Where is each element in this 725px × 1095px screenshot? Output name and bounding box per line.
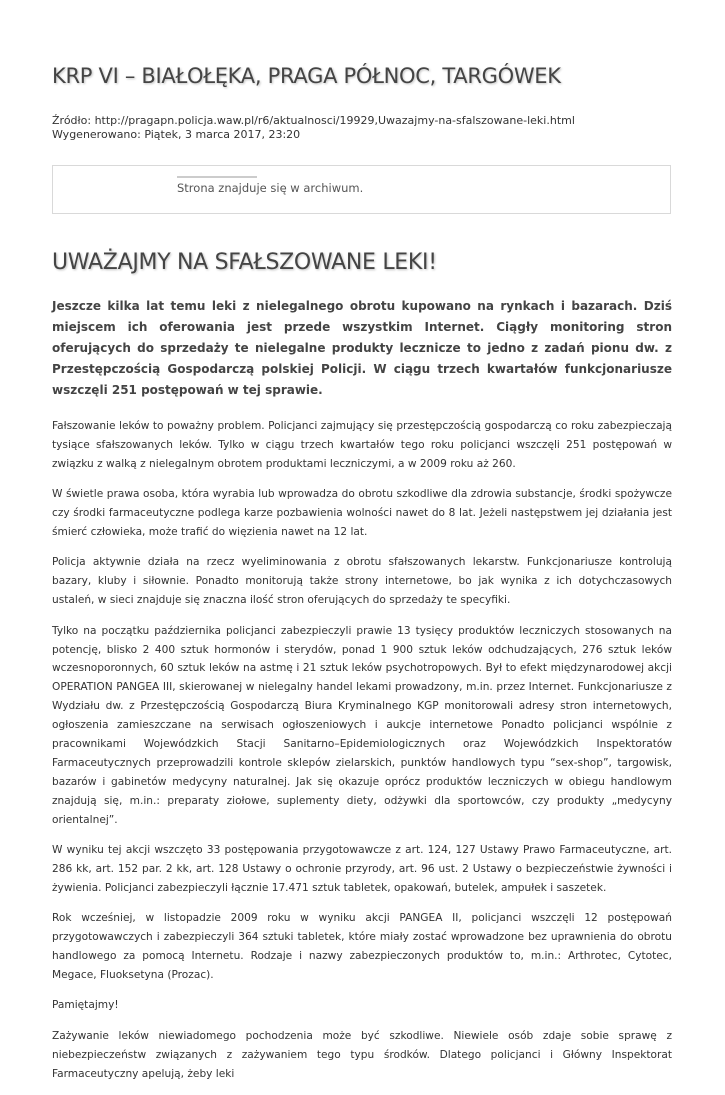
article-paragraph: Rok wcześniej, w listopadzie 2009 roku w wyniku akcji PANGEA II, policjanci wszczęli 12 postępowań przygotowawczych i zabezpieczyli 364 sztuki tabletek, które miały zostać wprowadzone bez uprawnienia do obrotu handlowego za pomocą Internetu. Rodzaje i nazwy zabezpieczonych produktów to, m.in.: Arthrotec, Cytotec, Megace, Fluoksetyna (Prozac). (52, 912, 672, 982)
archive-notice-box (52, 165, 671, 214)
article-paragraph: Pamiętajmy! (52, 999, 119, 1012)
article-body (52, 296, 672, 1095)
source-url-line: Źródło: http://pragapn.policja.waw.pl/r6/aktualnosci/19929,Uwazajmy-na-sfalszowane-leki.html (52, 114, 575, 127)
article-paragraph: Policja aktywnie działa na rzecz wyeliminowania z obrotu sfałszowanych lekarstw. Funkcjonariusze kontrolują bazary, kluby i siłownie. Ponadto monitorują także strony internetowe, bo jak wynika z ich dotychczasowych ustaleń, w sieci znajduje się znaczna ilość stron oferujących do sprzedaży te specyfiki. (52, 556, 672, 607)
article-paragraph: Fałszowanie leków to poważny problem. Policjanci zajmujący się przestępczością gospodarczą co roku zabezpieczają tysiące sfałszowanych leków. Tylko w ciągu trzech kwartałów tego roku policjanci wszczęli 251 postępowań w związku z walką z nielegalnym obrotem produktami leczniczymi, a w 2009 roku aż 260. (52, 420, 672, 470)
site-title: KRP VI – BIAŁOŁĘKA, PRAGA PÓŁNOC, TARGÓWEK (52, 64, 561, 88)
archive-notice-text: Strona znajduje się w archiwum. (177, 181, 364, 195)
article-paragraph: W wyniku tej akcji wszczęto 33 postępowania przygotowawcze z art. 124, 127 Ustawy Prawo Farmaceutyczne, art. 286 kk, art. 152 par. 2 kk, art. 128 Ustawy o ochronie przyrody, art. 96 ust. 2 Ustawy o bezpieczeństwie żywności i żywienia. Policjanci zabezpieczyli łącznie 17.471 sztuk tabletek, opakowań, butelek, ampułek i saszetek. (52, 844, 672, 894)
generated-date-line: Wygenerowano: Piątek, 3 marca 2017, 23:20 (52, 128, 301, 141)
article-lead: Jeszcze kilka lat temu leki z nielegalnego obrotu kupowano na rynkach i bazarach. Dziś miejscem ich oferowania jest przede wszystkim Internet. Ciągły monitoring stron oferujących do sprzedaży te nielegalne produkty lecznicze to jedno z zadań pionu dw. z Przestępczością Gospodarczą polskiej Policji. W ciągu trzech kwartałów funkcjonariusze wszczęli 251 postępowań w tej sprawie. (52, 299, 672, 397)
article-paragraph: Zażywanie leków niewiadomego pochodzenia może być szkodliwe. Niewiele osób zdaje sobie sprawę z niebezpieczeństw związanych z zażywaniem tego typu środków. Dlatego policjanci i Główny Inspektorat Farmaceutyczny apelują, żeby leki (52, 1029, 672, 1080)
archive-divider (177, 176, 257, 178)
article-paragraph: W świetle prawa osoba, która wyrabia lub wprowadza do obrotu szkodliwe dla zdrowia substancje, środki spożywcze czy środki farmaceutyczne podlega karze pozbawienia wolności nawet do 8 lat. Jeżeli następstwem jej działania jest śmierć człowieka, może trafić do więzienia nawet na 12 lat. (52, 488, 672, 539)
document-meta (52, 114, 575, 142)
article-title: UWAŻAJMY NA SFAŁSZOWANE LEKI! (52, 250, 437, 275)
article-paragraph: Tylko na początku października policjanci zabezpieczyli prawie 13 tysięcy produktów leczniczych stosowanych na potencję, blisko 2 400 sztuk hormonów i sterydów, ponad 1 900 sztuk leków odchudzających, 276 sztuk leków wczesnoporonnych, 60 sztuk leków na astmę i 21 sztuk leków psychotropowych. Był to efekt międzynarodowej akcji OPERATION PANGEA III, skierowanej w nielegalny handel lekami prowadzony, m.in. przez Internet. Funkcjonariusze z Wydziału dw. z Przestępczością Gospodarczą Biura Kryminalnego KGP monitorowali adresy stron internetowych, ogłoszenia zamieszczane na serwisach ogłoszeniowych i aukcje internetowe Ponadto policjanci wspólnie z pracownikami Wojewódzkich Stacji Sanitarno–Epidemiologicznych oraz Wojewódzkich Inspektoratów Farmaceutycznych przeprowadzili kontrole sklepów zielarskich, punktów handlowych typu “sex-shop”, targowisk, bazarów i gabinetów medycyny naturalnej. Jak się okazuje oprócz produktów leczniczych w obiegu handlowym znajdują się, m.in.: preparaty ziołowe, suplementy diety, odżywki dla sportowców, czy produkty „medycyny orientalnej”. (52, 624, 672, 826)
